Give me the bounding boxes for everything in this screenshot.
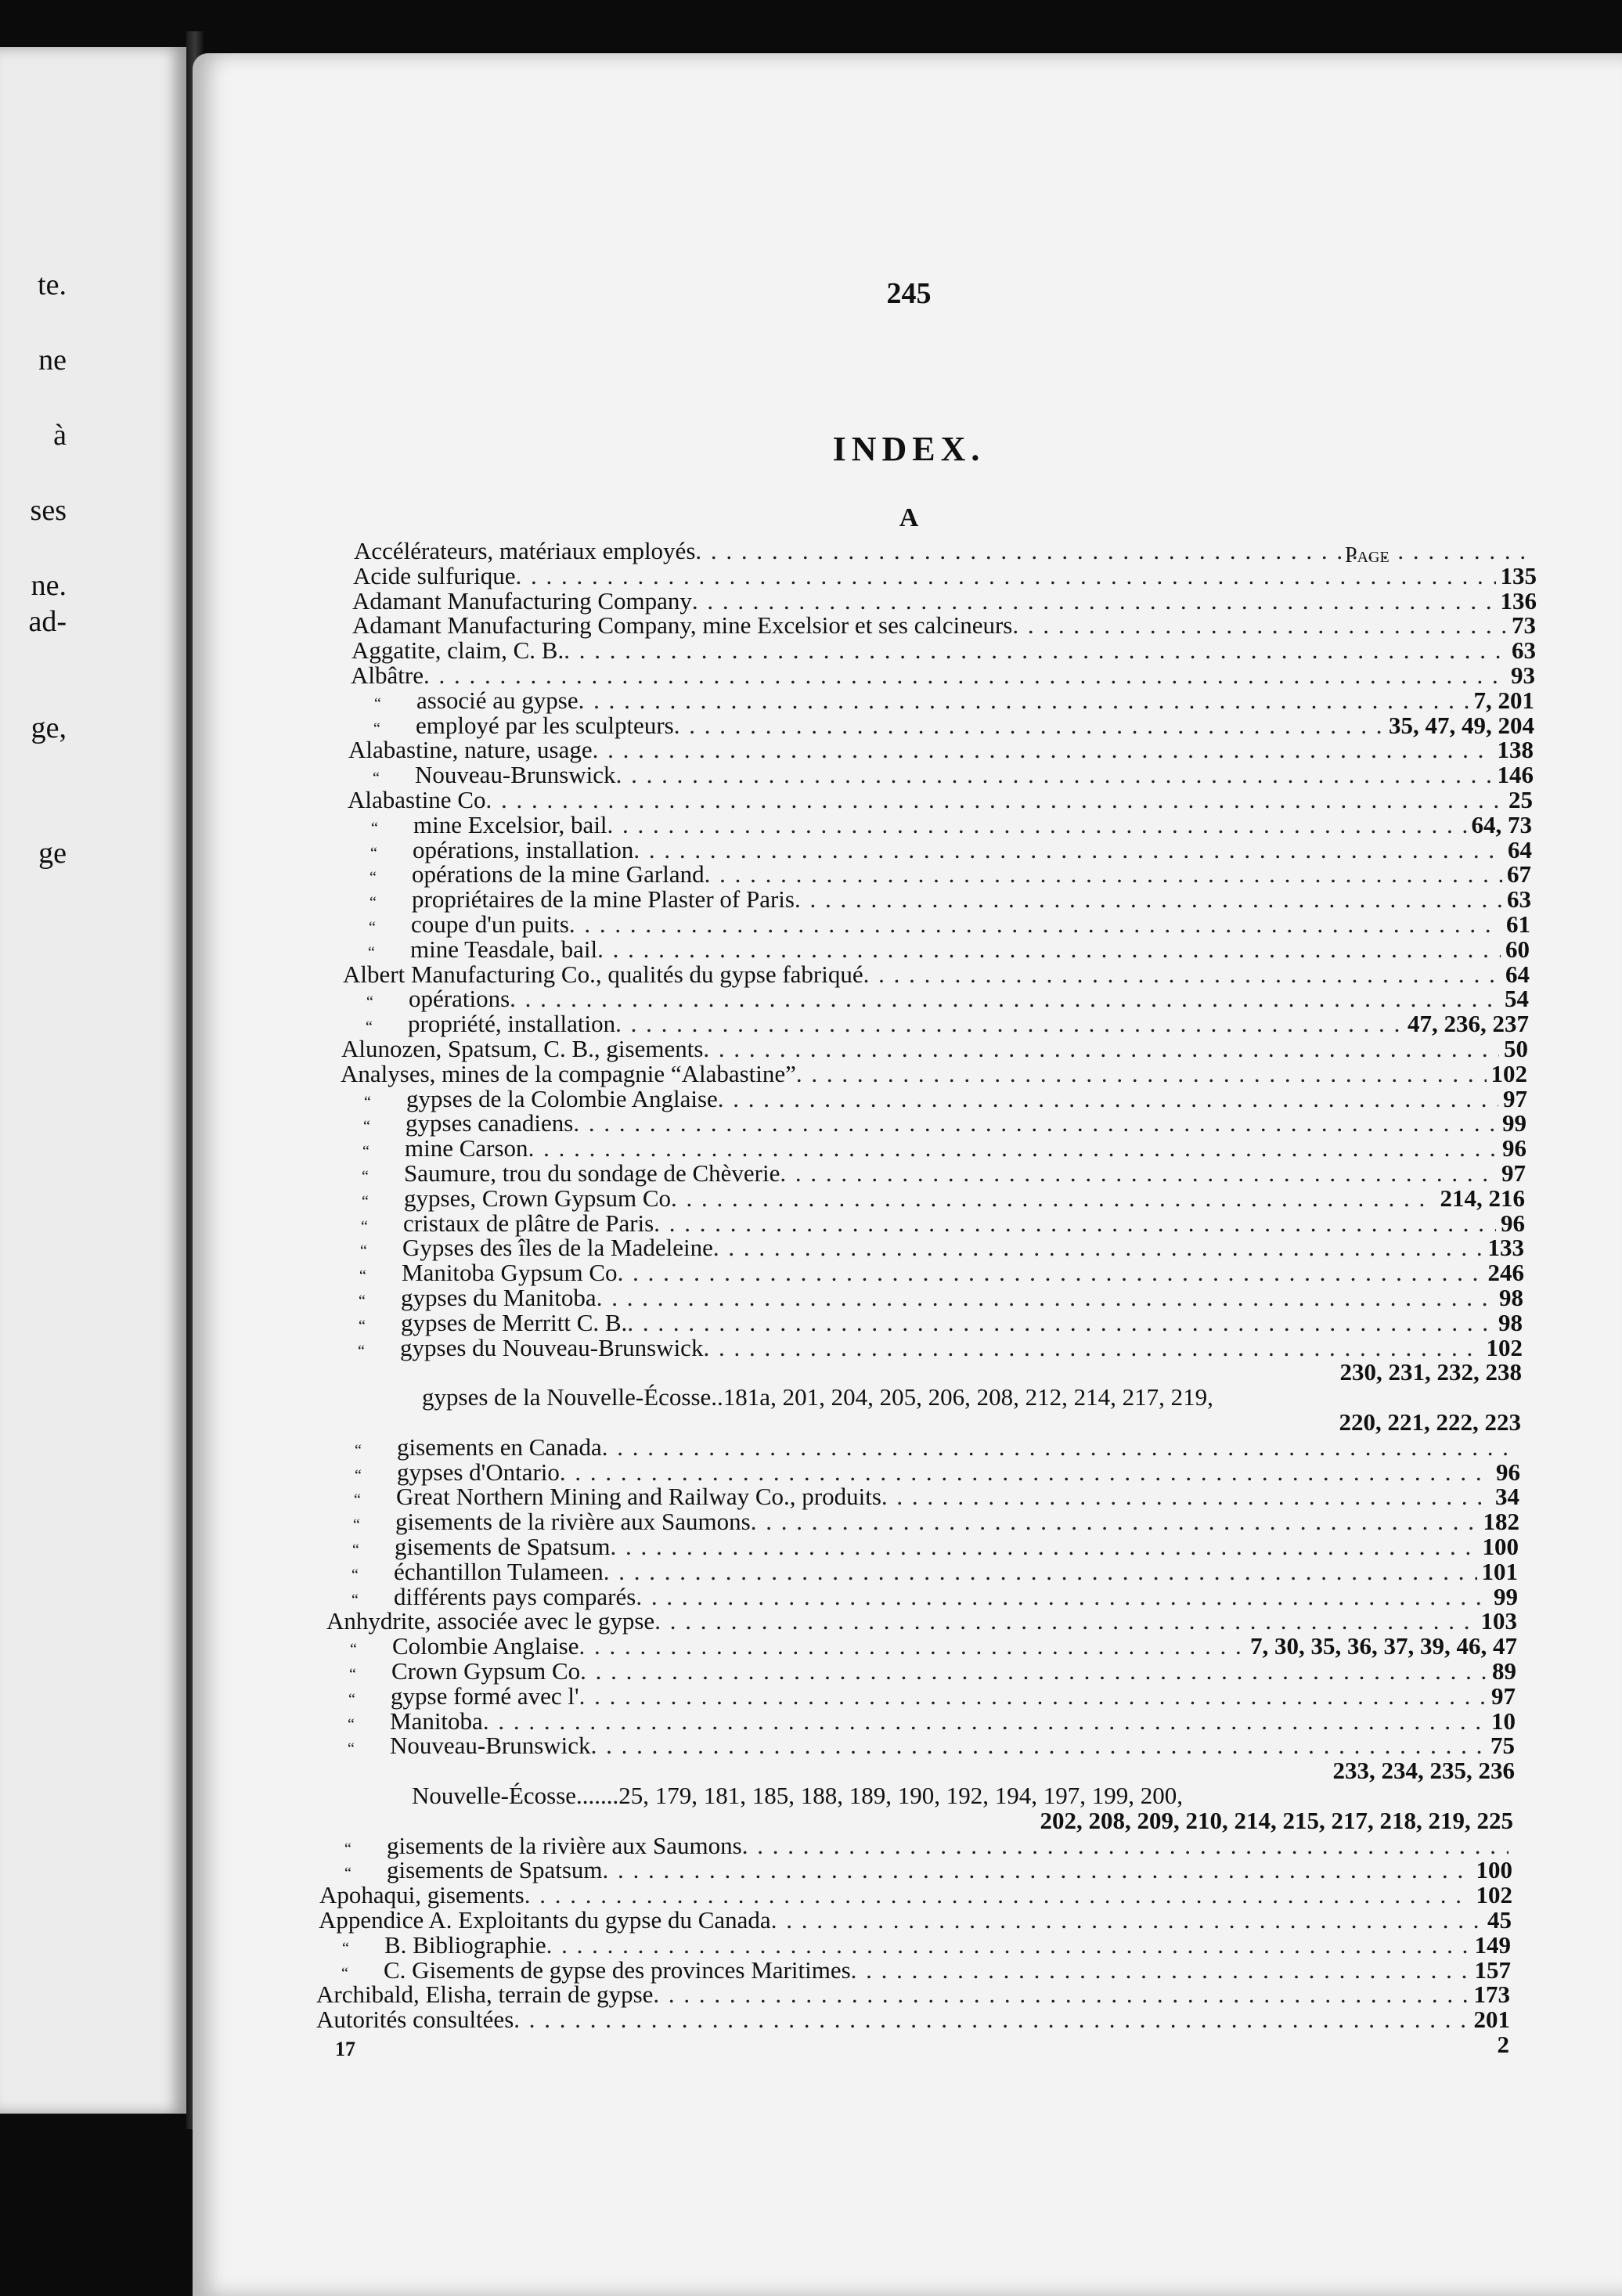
index-entry-text: gypses de Merritt C. B. bbox=[401, 1308, 628, 1336]
index-entry-pages: 75 bbox=[1490, 1732, 1515, 1760]
leader-dots bbox=[580, 1659, 1487, 1684]
leader-dots bbox=[524, 1883, 1472, 1908]
index-entry-text: Anhydrite, associée avec le gypse bbox=[326, 1607, 655, 1635]
index-entry-pages: 47, 236, 237 bbox=[1408, 1010, 1529, 1038]
leader-dots bbox=[597, 937, 1501, 962]
page-number: 245 bbox=[886, 277, 932, 310]
index-entry bbox=[354, 539, 1537, 564]
leader-dots bbox=[560, 1460, 1491, 1485]
index-entry: “ Saumure, trou du sondage de Chèverie . . . 97 bbox=[380, 1161, 1526, 1189]
index-entry-pages: 7, 30, 35, 36, 37, 39, 46, 47 bbox=[1250, 1632, 1517, 1660]
index-entry-text: gypses, Crown Gypsum Co bbox=[404, 1184, 672, 1212]
index-entry-pages: 93 bbox=[1511, 661, 1535, 689]
index-entry-text: Alunozen, Spatsum, C. B., gisements bbox=[341, 1035, 704, 1062]
index-entry-text: cristaux de plâtre de Paris bbox=[403, 1209, 654, 1237]
left-page-fragment: ne bbox=[38, 344, 67, 377]
index-entry: “ gypses du Nouveau-Brunswick . . . 102 bbox=[377, 1335, 1523, 1364]
index-entry-pages: 99 bbox=[1494, 1582, 1518, 1610]
index-entry bbox=[351, 663, 1535, 688]
index-entry-text: Saumure, trou du sondage de Chèverie bbox=[404, 1159, 780, 1187]
index-entry-pages: 2 bbox=[1497, 2031, 1509, 2058]
index-entry: “ gisements en Canada . . . bbox=[373, 1435, 1520, 1463]
index-entry: “ cristaux de plâtre de Paris . . . 96 bbox=[380, 1211, 1525, 1239]
leader-dots bbox=[510, 986, 1500, 1011]
index-entry-pages: 98 bbox=[1499, 1284, 1523, 1311]
index-entry: “ gypse formé avec l' . . . 97 bbox=[367, 1684, 1516, 1712]
index-entry-text: Nouvelle-Écosse.......25, 179, 181, 185, 188, 189, 190, 192, 194, 197, 199, 200, bbox=[412, 1782, 1184, 1809]
index-entry: “ gisements de Spatsum . . . 100 bbox=[363, 1858, 1512, 1886]
index-page bbox=[193, 53, 1622, 2296]
index-entry: “ B. Bibliographie . . . 149 bbox=[361, 1933, 1511, 1961]
index-entry-text: Manitoba Gypsum Co bbox=[402, 1259, 618, 1287]
index-entry-pages: 45 bbox=[1487, 1906, 1512, 1934]
index-entry-text: Appendice A. Exploitants du gypse du Canada bbox=[319, 1906, 771, 1934]
index-entry-pages: 99 bbox=[1502, 1109, 1526, 1137]
index-entry-pages: 7, 201 bbox=[1473, 686, 1534, 714]
index-entry-pages: 233, 234, 235, 236 bbox=[1332, 1757, 1515, 1785]
index-entry bbox=[634, 1808, 1513, 1833]
index-entry-text: gypses du Manitoba bbox=[401, 1284, 597, 1311]
index-entry-text: Alabastine, nature, usage bbox=[348, 736, 593, 764]
leader-dots bbox=[627, 1310, 1494, 1335]
signature-mark: 17 bbox=[335, 2038, 355, 2060]
index-entry bbox=[343, 962, 1530, 987]
index-entry-text: B. Bibliographie bbox=[384, 1930, 546, 1959]
leader-dots bbox=[486, 788, 1505, 813]
leader-dots bbox=[607, 813, 1467, 838]
index-entry-pages: 157 bbox=[1474, 1955, 1511, 1984]
index-entry-text: gypse formé avec l' bbox=[391, 1681, 579, 1710]
leader-dots bbox=[863, 962, 1501, 987]
leader-dots bbox=[546, 1933, 1470, 1958]
index-entry-text: Albert Manufacturing Co., qualités du gypse fabriqué bbox=[343, 960, 863, 988]
index-entry-text: gypses de la Nouvelle-Écosse..181a, 201, 204, 205, 206, 208, 212, 214, 217, 219, bbox=[422, 1383, 1213, 1411]
index-entry-pages: 230, 231, 232, 238 bbox=[1339, 1358, 1522, 1386]
index-entry-text: gisements en Canada bbox=[397, 1433, 602, 1461]
index-entry bbox=[351, 638, 1536, 663]
index-entry-pages: 97 bbox=[1491, 1681, 1516, 1710]
index-entry: “ Gypses des îles de la Madeleine . . . 133 bbox=[379, 1235, 1524, 1263]
index-entry: “ employé par les sculpteurs . . . 35, 47, 49, 204 bbox=[392, 713, 1534, 741]
index-entry-text: gypses de la Colombie Anglaise bbox=[406, 1084, 718, 1112]
index-entry-pages: 97 bbox=[1503, 1084, 1527, 1112]
index-entry: “ gisements de Spatsum . . . 100 bbox=[371, 1534, 1519, 1563]
index-entry-pages: 34 bbox=[1495, 1483, 1519, 1511]
index-entry-pages: 63 bbox=[1507, 885, 1531, 914]
index-entry-pages: 135 bbox=[1500, 561, 1537, 589]
index-entry-text: Crown Gypsum Co bbox=[391, 1657, 581, 1685]
index-entry bbox=[341, 1036, 1528, 1061]
index-entry-text: C. Gisements de gypse des provinces Maritimes bbox=[384, 1955, 851, 1984]
leader-dots bbox=[603, 1858, 1472, 1883]
index-entry-text: opérations bbox=[409, 985, 510, 1013]
index-entry-pages: 89 bbox=[1492, 1657, 1516, 1685]
index-entry-text: coupe d'un puits bbox=[411, 910, 569, 938]
left-page-fragment: ne. bbox=[31, 569, 67, 602]
index-entry: “ associé au gypse . . . 7, 201 bbox=[393, 688, 1534, 716]
leader-dots bbox=[751, 1509, 1479, 1534]
index-entry-pages: 182 bbox=[1483, 1508, 1519, 1536]
leader-dots bbox=[654, 1609, 1476, 1634]
leader-dots bbox=[718, 1087, 1498, 1112]
index-entry: “ propriété, installation . . . 47, 236, 237 bbox=[384, 1011, 1529, 1040]
leader-dots bbox=[780, 1161, 1497, 1186]
left-page-fragment: ge bbox=[38, 837, 67, 870]
leader-dots bbox=[742, 1833, 1508, 1858]
index-entry: “ Colombie Anglaise . . . 7, 30, 35, 36, 37, 39, 46, 47 bbox=[369, 1634, 1517, 1662]
leader-dots bbox=[604, 1559, 1477, 1584]
index-entry-text: opérations de la mine Garland bbox=[412, 860, 705, 888]
index-entry bbox=[319, 1908, 1512, 1933]
index-entry-text: Adamant Manufacturing Company bbox=[352, 586, 692, 615]
index-entry bbox=[352, 586, 1537, 615]
index-entry bbox=[646, 1360, 1522, 1385]
index-entry-pages: 101 bbox=[1481, 1557, 1518, 1585]
index-entry-text: propriété, installation bbox=[408, 1010, 616, 1038]
index-entry: “ gypses du Manitoba . . . 98 bbox=[377, 1285, 1523, 1314]
index-entry-text: Analyses, mines de la compagnie “Alabastine” bbox=[341, 1059, 796, 1087]
index-entry-pages: 96 bbox=[1496, 1458, 1520, 1486]
index-entry: “ gisements de la rivière aux Saumons . . . 182 bbox=[372, 1509, 1519, 1537]
index-entry: “ opérations . . . 54 bbox=[385, 986, 1529, 1015]
index-entry-text: employé par les sculpteurs bbox=[416, 711, 674, 739]
leader-dots bbox=[771, 1908, 1483, 1933]
leader-dots bbox=[671, 1186, 1435, 1211]
index-entry: “ gypses canadiens . . . 99 bbox=[382, 1111, 1526, 1139]
index-entry-pages: 97 bbox=[1501, 1159, 1526, 1187]
index-entry: “ mine Carson . . . 96 bbox=[381, 1136, 1526, 1164]
index-entry: “ propriétaires de la mine Plaster of Paris . . . 63 bbox=[388, 887, 1531, 915]
leader-dots bbox=[611, 1534, 1478, 1559]
index-entry: “ gisements de la rivière aux Saumons . . . bbox=[363, 1833, 1513, 1862]
index-entry-text: mine Excelsior, bail bbox=[413, 810, 607, 838]
left-page-fragment: à bbox=[53, 419, 67, 452]
index-entry-text: gisements de la rivière aux Saumons bbox=[387, 1831, 742, 1859]
leader-dots bbox=[692, 589, 1496, 614]
index-entry bbox=[316, 2007, 1510, 2032]
index-entry-text: Acide sulfurique bbox=[353, 561, 516, 589]
index-entries bbox=[193, 53, 1622, 2296]
index-entry-text: Great Northern Mining and Railway Co., produits bbox=[396, 1483, 881, 1511]
index-entry-pages: 98 bbox=[1498, 1308, 1523, 1336]
index-entry-pages: 10 bbox=[1491, 1707, 1516, 1735]
index-entry-text: Aggatite, claim, C. B. bbox=[351, 636, 564, 665]
leader-dots bbox=[633, 838, 1503, 863]
index-entry-text: gypses du Nouveau-Brunswick bbox=[400, 1333, 704, 1361]
index-entry-text: Accélérateurs, matériaux employés bbox=[354, 537, 696, 564]
index-entry-pages: 201 bbox=[1473, 2006, 1510, 2034]
index-entry-pages: 202, 208, 209, 210, 214, 215, 217, 218, 219, 225 bbox=[1040, 1806, 1513, 1834]
index-entry: “ différents pays comparés . . . 99 bbox=[370, 1584, 1518, 1613]
index-entry: “ gypses de Merritt C. B. . . . 98 bbox=[377, 1310, 1523, 1339]
index-entry-text: différents pays comparés bbox=[394, 1582, 636, 1610]
index-entry: “ gypses, Crown Gypsum Co . . . 214, 216 bbox=[380, 1186, 1525, 1214]
index-entry bbox=[319, 1883, 1512, 1908]
leader-dots bbox=[654, 1211, 1496, 1236]
index-entry-pages: 61 bbox=[1506, 910, 1530, 938]
index-entry: “ mine Excelsior, bail . . . 64, 73 bbox=[390, 813, 1532, 841]
leader-dots bbox=[796, 1061, 1487, 1087]
leader-dots bbox=[573, 1111, 1498, 1136]
leader-dots bbox=[591, 1733, 1486, 1758]
index-entry-pages: 214, 216 bbox=[1440, 1184, 1525, 1212]
index-entry bbox=[316, 1982, 1510, 2007]
index-entry-pages: 100 bbox=[1482, 1533, 1519, 1560]
index-entry-pages: 246 bbox=[1487, 1259, 1524, 1287]
leader-dots bbox=[851, 1958, 1470, 1983]
leader-dots bbox=[615, 1011, 1403, 1036]
left-page-fragment: ge, bbox=[31, 712, 67, 744]
page-column-header: Page bbox=[1345, 543, 1390, 568]
index-entry: “ Nouveau-Brunswick . . . 75 bbox=[366, 1733, 1515, 1761]
index-entry-text: gisements de Spatsum bbox=[395, 1533, 611, 1560]
index-entry-text: propriétaires de la mine Plaster of Paris bbox=[412, 885, 795, 914]
leader-dots bbox=[703, 1335, 1481, 1361]
index-entry-text: Gypses des îles de la Madeleine bbox=[402, 1234, 713, 1262]
index-entry bbox=[352, 613, 1536, 638]
leader-dots bbox=[703, 1036, 1499, 1061]
index-entry-text: opérations, installation bbox=[413, 835, 634, 863]
index-entry-pages: 102 bbox=[1486, 1333, 1523, 1361]
index-entry-pages: 54 bbox=[1505, 985, 1529, 1013]
leader-dots bbox=[616, 762, 1493, 788]
leader-dots bbox=[636, 1584, 1489, 1609]
index-entry-text: Archibald, Elisha, terrain de gypse bbox=[316, 1981, 654, 2009]
leader-dots bbox=[1012, 613, 1507, 638]
index-entry-text: gypses d'Ontario bbox=[397, 1458, 560, 1486]
index-entry-pages: 133 bbox=[1487, 1234, 1524, 1262]
index-entry-pages: 25 bbox=[1508, 786, 1533, 813]
index-entry: “ Manitoba . . . 10 bbox=[366, 1709, 1516, 1737]
letter-heading: A bbox=[899, 503, 919, 532]
index-entry-pages: 100 bbox=[1476, 1856, 1512, 1884]
index-entry: “ opérations, installation . . . 64 bbox=[389, 838, 1532, 866]
index-entry bbox=[636, 1758, 1515, 1783]
left-page-fragment: ses bbox=[30, 494, 67, 527]
index-entry-pages: 102 bbox=[1490, 1059, 1527, 1087]
leader-dots bbox=[579, 1634, 1245, 1659]
leader-dots bbox=[593, 737, 1493, 762]
leader-dots bbox=[674, 713, 1384, 738]
index-entry-pages: 67 bbox=[1507, 860, 1531, 888]
index-entry-pages: 63 bbox=[1512, 636, 1536, 665]
index-entry-text: mine Teasdale, bail bbox=[410, 935, 598, 963]
leader-dots bbox=[695, 539, 1533, 564]
index-entry: “ gypses de la Colombie Anglaise . . . 97 bbox=[383, 1087, 1527, 1115]
index-entry-text: Adamant Manufacturing Company, mine Excelsior et ses calcineurs bbox=[352, 611, 1013, 640]
index-entry-pages: 102 bbox=[1476, 1881, 1512, 1909]
index-entry bbox=[348, 788, 1533, 813]
leader-dots bbox=[483, 1709, 1487, 1734]
index-entry: “ gypses d'Ontario . . . 96 bbox=[373, 1460, 1520, 1488]
leader-dots bbox=[579, 688, 1469, 713]
left-page-text-fragments bbox=[0, 47, 186, 2114]
index-entry-pages: 103 bbox=[1480, 1607, 1517, 1635]
index-entry-text: Albâtre bbox=[351, 661, 424, 689]
leader-dots bbox=[424, 663, 1506, 688]
index-entry-text: Nouveau-Brunswick bbox=[390, 1732, 591, 1760]
index-entry-text: associé au gypse bbox=[416, 686, 579, 714]
index-entry-text: Manitoba bbox=[390, 1707, 483, 1735]
index-entry-text: échantillon Tulameen bbox=[394, 1557, 604, 1585]
leader-dots bbox=[653, 1982, 1469, 2007]
left-page-fragment: te. bbox=[38, 269, 67, 301]
left-page-fragment: ad- bbox=[28, 605, 67, 638]
left-page-edge bbox=[0, 47, 194, 2114]
index-entry-pages: 136 bbox=[1500, 586, 1537, 615]
index-entry: “ Manitoba Gypsum Co . . . 246 bbox=[378, 1260, 1524, 1289]
index-entry-pages: 50 bbox=[1504, 1035, 1528, 1062]
index-entry-text: Nouveau-Brunswick bbox=[415, 761, 616, 789]
leader-dots bbox=[602, 1435, 1516, 1460]
index-entry: “ Crown Gypsum Co . . . 89 bbox=[368, 1659, 1516, 1687]
index-entry-text: Apohaqui, gisements bbox=[319, 1881, 524, 1909]
index-entry-pages: 64 bbox=[1508, 835, 1532, 863]
index-entry bbox=[422, 1385, 1522, 1410]
index-entry bbox=[353, 561, 1537, 589]
index-entry: “ C. Gisements de gypse des provinces Maritimes . . . 157 bbox=[360, 1958, 1511, 1986]
index-entry: “ Great Northern Mining and Railway Co., produits . . . 34 bbox=[373, 1484, 1519, 1512]
index-entry bbox=[644, 1410, 1521, 1435]
leader-dots bbox=[705, 862, 1502, 887]
index-entry-pages: 138 bbox=[1497, 736, 1534, 764]
leader-dots bbox=[514, 2007, 1469, 2032]
index-entry-pages: 220, 221, 222, 223 bbox=[1339, 1408, 1521, 1436]
leader-dots bbox=[515, 564, 1495, 589]
leader-dots bbox=[618, 1260, 1483, 1285]
leader-dots bbox=[569, 912, 1501, 937]
leader-dots bbox=[597, 1285, 1494, 1310]
leader-dots bbox=[528, 1136, 1498, 1161]
index-entry-pages: 60 bbox=[1505, 935, 1530, 963]
index-entry-pages: 64 bbox=[1505, 960, 1530, 988]
index-entry: “ opérations de la mine Garland . . . 67 bbox=[388, 862, 1531, 890]
leader-dots bbox=[713, 1235, 1483, 1260]
index-entry-text: Colombie Anglaise bbox=[392, 1632, 579, 1660]
leader-dots bbox=[881, 1484, 1490, 1509]
index-entry: “ Nouveau-Brunswick . . . 146 bbox=[391, 762, 1534, 791]
index-entry-text: gisements de la rivière aux Saumons bbox=[395, 1508, 751, 1536]
index-entry-pages: 149 bbox=[1474, 1930, 1511, 1959]
index-entry-pages: 96 bbox=[1502, 1134, 1526, 1162]
index-entry-pages: 64, 73 bbox=[1471, 810, 1532, 838]
index-entry bbox=[412, 1783, 1514, 1808]
index-entry-text: gisements de Spatsum bbox=[387, 1856, 603, 1884]
index-entry-pages: 73 bbox=[1512, 611, 1536, 640]
index-entry bbox=[348, 737, 1534, 762]
leader-dots bbox=[564, 638, 1507, 663]
index-entry-pages: 173 bbox=[1473, 1981, 1510, 2009]
index-entry-text: Alabastine Co bbox=[348, 786, 486, 813]
index-entry-pages: 96 bbox=[1501, 1209, 1525, 1237]
index-entry-text: gypses canadiens bbox=[406, 1109, 574, 1137]
index-entry-pages: 146 bbox=[1497, 761, 1534, 789]
index-title: INDEX. bbox=[832, 430, 986, 468]
index-entry: “ coupe d'un puits . . . 61 bbox=[387, 912, 1530, 940]
index-entry-text: mine Carson bbox=[405, 1134, 528, 1162]
index-entry bbox=[341, 1061, 1527, 1087]
index-entry: “ échantillon Tulameen . . . 101 bbox=[370, 1559, 1518, 1588]
index-entry bbox=[629, 2032, 1509, 2057]
index-entry: “ mine Teasdale, bail . . . 60 bbox=[387, 937, 1530, 965]
leader-dots bbox=[579, 1684, 1487, 1709]
index-entry-text: Autorités consultées bbox=[316, 2006, 514, 2034]
index-entry bbox=[326, 1609, 1517, 1634]
leader-dots bbox=[795, 887, 1502, 912]
index-entry-pages: 35, 47, 49, 204 bbox=[1389, 711, 1534, 739]
